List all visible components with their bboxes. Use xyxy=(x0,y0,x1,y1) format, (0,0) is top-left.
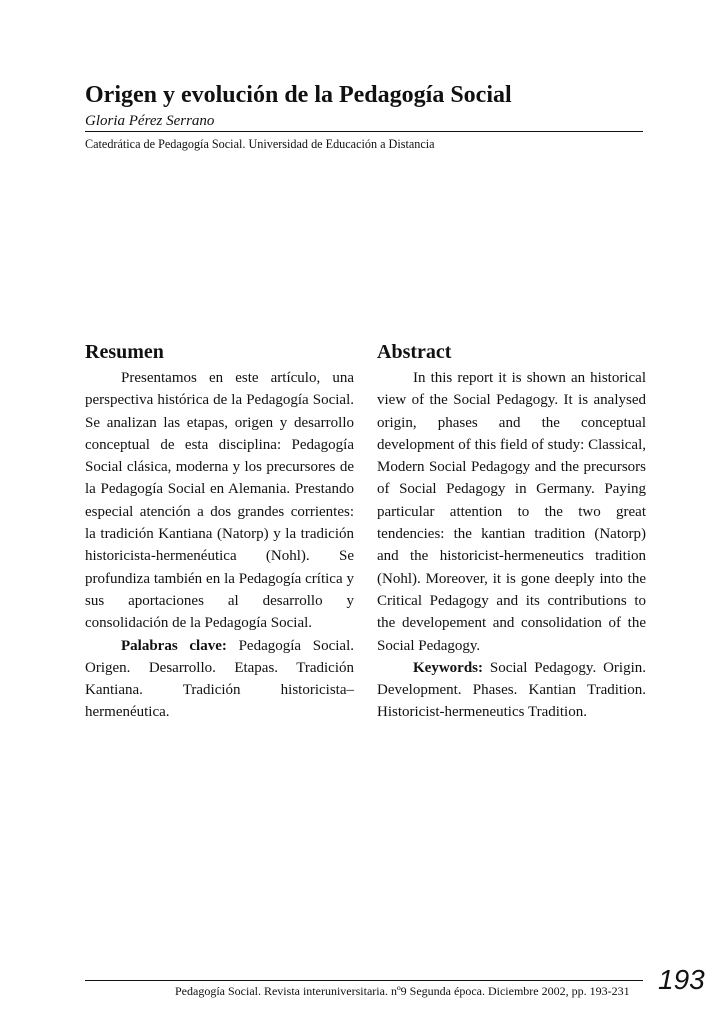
title-rule xyxy=(85,131,643,132)
abstract-body: In this report it is shown an historical view of the Social Pedagogy. It is analysed origin, phases and the conceptual development of this field of study: Classical, Modern Social Pedagogy and the precursors of Social Pedagogy in Germany. Paying particular attention to the two great tendencies: the kantian tradition (Natorp) and the historicist-hermeneutics tradition (Nohl). Moreover, it is gone deeply into the Critical Pedagogy and its contributions to the developement and consolidation of the Social Pedagogy. xyxy=(377,370,646,654)
article-title: Origen y evolución de la Pedagogía Social xyxy=(85,82,512,108)
resumen-keywords-label: Palabras clave: xyxy=(121,637,227,654)
page-number: 193 xyxy=(658,964,705,995)
resumen-section xyxy=(85,339,354,724)
author-affiliation: Catedrática de Pedagogía Social. Universidad de Educación a Distancia xyxy=(85,137,435,151)
abstract-keywords xyxy=(377,657,646,724)
resumen-keywords-text: Pedagogía Social. Origen. Desarrollo. Etapas. Tradición Kantiana. Tradición historicista– hermenéutica. xyxy=(85,637,354,721)
resumen-body: Presentamos en este artículo, una perspectiva histórica de la Pedagogía Social. Se analizan las etapas, origen y desarrollo conceptual de esta disciplina: Pedagogía Social clásica, moderna y los precursores de la Pedagogía Social en Alemania. Prestando especial atención a dos grandes corrientes: la tradición Kantiana (Natorp) y la tradición historicista-hermenéutica (Nohl). Se profundiza también en la Pedagogía crítica y sus aportaciones al desarrollo y consolidación de la Pedagogía Social. xyxy=(85,370,354,632)
resumen-heading: Resumen xyxy=(85,341,164,363)
abstract-section xyxy=(377,339,646,724)
author-name: Gloria Pérez Serrano xyxy=(85,113,215,129)
abstract-heading: Abstract xyxy=(377,341,452,363)
abstract-keywords-text: Social Pedagogy. Origin. Development. Phases. Kantian Tradition. Historicist-hermeneutics Tradition. xyxy=(377,659,646,721)
footer-rule xyxy=(85,980,643,981)
abstract-keywords-label: Keywords: xyxy=(413,659,483,676)
journal-citation: Pedagogía Social. Revista interuniversitaria. nº9 Segunda época. Diciembre 2002, pp. 193-231 xyxy=(175,984,630,998)
resumen-keywords xyxy=(85,635,354,724)
